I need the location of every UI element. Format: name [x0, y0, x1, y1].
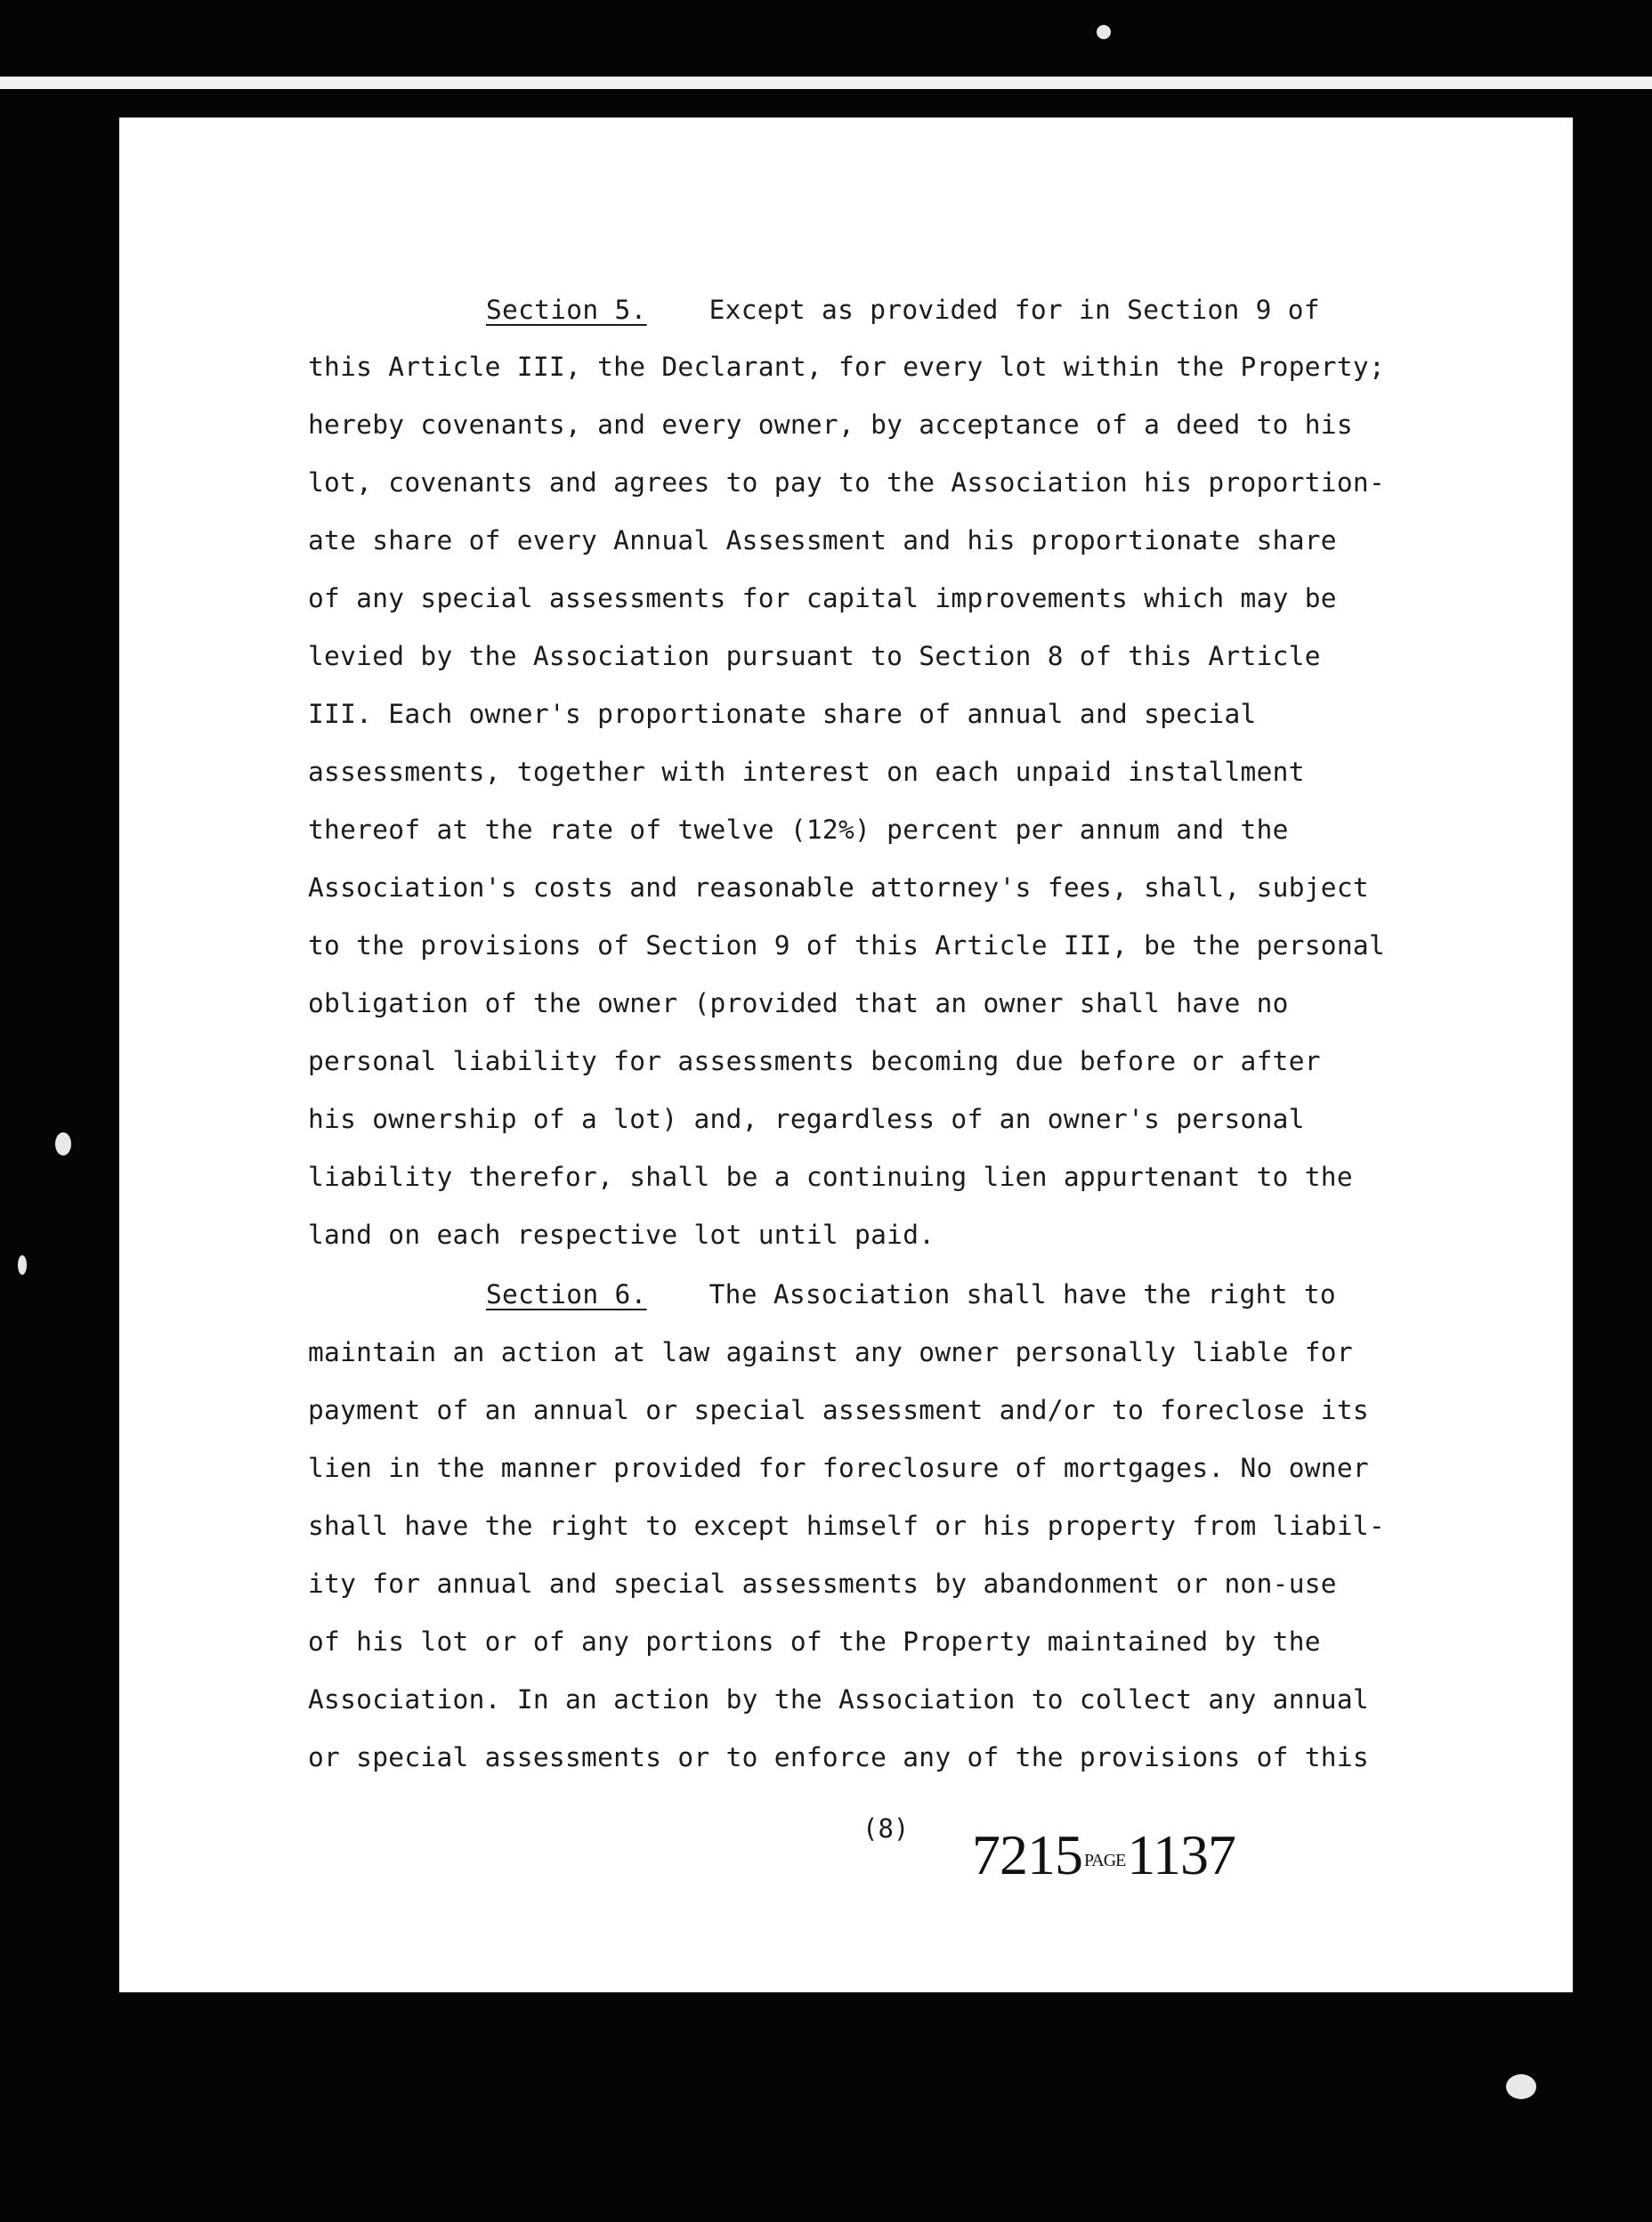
text-line: thereof at the rate of twelve (12%) percent per annum and the: [308, 815, 1289, 845]
scan-speck: [18, 1255, 27, 1275]
text-line: land on each respective lot until paid.: [308, 1220, 935, 1250]
text-line: hereby covenants, and every owner, by acceptance of a deed to his: [308, 410, 1353, 440]
text-line: Association's costs and reasonable attorney's fees, shall, subject: [308, 872, 1369, 903]
text-line: this Article III, the Declarant, for every lot within the Property;: [308, 352, 1386, 382]
text-line: maintain an action at law against any owner personally liable for: [308, 1337, 1353, 1367]
text-line: liability therefor, shall be a continuing lien appurtenant to the: [308, 1162, 1353, 1192]
text-line: levied by the Association pursuant to Section 8 of this Article: [308, 641, 1321, 671]
text-line: Association. In an action by the Association to collect any annual: [308, 1684, 1369, 1715]
scan-speck: [1506, 2074, 1536, 2099]
document-page: [119, 118, 1573, 1992]
book-page-stamp: [972, 1823, 1236, 1889]
text-line: ate share of every Annual Assessment and his proportionate share: [308, 525, 1337, 556]
text-line: of his lot or of any portions of the Property maintained by the: [308, 1626, 1321, 1657]
text-line: III. Each owner's proportionate share of annual and special: [308, 699, 1257, 729]
recorded-page-number: 1137: [1127, 1823, 1236, 1886]
text-line: of any special assessments for capital improvements which may be: [308, 583, 1337, 613]
text-line: obligation of the owner (provided that an owner shall have no: [308, 988, 1289, 1018]
section-5-first-line-text: Except as provided for in Section 9 of: [709, 295, 1320, 325]
scan-border-band: [0, 77, 1652, 89]
book-number: 7215: [972, 1823, 1082, 1886]
scan-speck: [1097, 25, 1111, 39]
text-line: or special assessments or to enforce any of the provisions of this: [308, 1742, 1369, 1772]
scan-speck: [55, 1132, 71, 1156]
section-6-heading: Section 6.: [486, 1279, 647, 1310]
page-number: (8): [862, 1813, 910, 1844]
text-line: assessments, together with interest on each unpaid installment: [308, 757, 1305, 787]
text-line: to the provisions of Section 9 of this Article III, be the personal: [308, 930, 1386, 961]
text-line: his ownership of a lot) and, regardless of an owner's personal: [308, 1104, 1305, 1134]
section-6-first-line: [486, 1278, 1336, 1310]
text-line: personal liability for assessments becoming due before or after: [308, 1046, 1321, 1076]
section-5-first-line: [486, 294, 1320, 326]
text-line: payment of an annual or special assessment and/or to foreclose its: [308, 1395, 1369, 1425]
section-6-first-line-text: The Association shall have the right to: [709, 1279, 1336, 1310]
text-line: ity for annual and special assessments by abandonment or non-use: [308, 1569, 1337, 1599]
page-mark: PAGE: [1084, 1851, 1126, 1871]
text-line: lien in the manner provided for foreclosure of mortgages. No owner: [308, 1453, 1369, 1483]
text-line: lot, covenants and agrees to pay to the Association his proportion-: [308, 467, 1386, 498]
text-line: shall have the right to except himself or his property from liabil-: [308, 1511, 1386, 1541]
section-5-heading: Section 5.: [486, 295, 647, 325]
